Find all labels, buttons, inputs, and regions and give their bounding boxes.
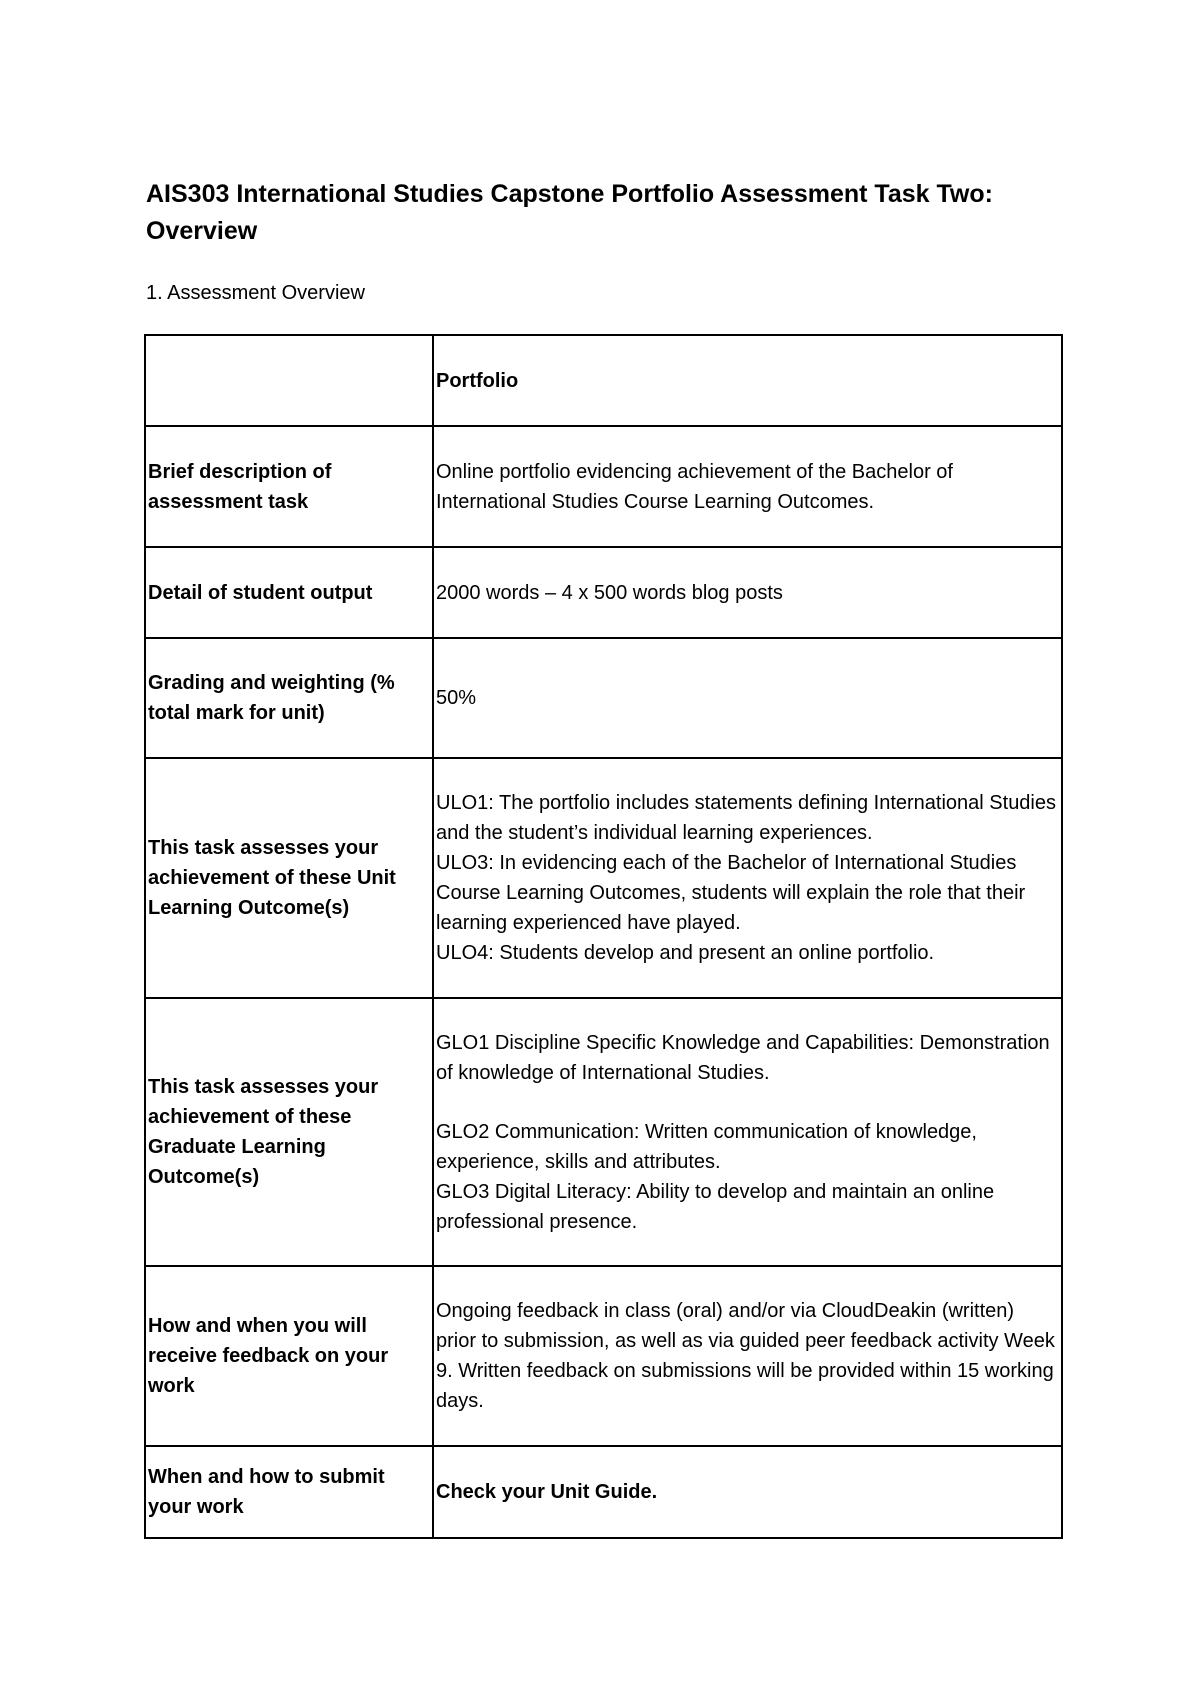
- row-value-glo: [433, 998, 1062, 1266]
- row-value-submission: Check your Unit Guide.: [433, 1446, 1062, 1538]
- row-label-submission: When and how to submit your work: [145, 1446, 433, 1538]
- header-value-cell: Portfolio: [433, 335, 1062, 426]
- paragraph-gap: [436, 1088, 1059, 1117]
- row-label-student-output: Detail of student output: [145, 547, 433, 638]
- document-title: AIS303 International Studies Capstone Portfolio Assessment Task Two: Overview: [146, 180, 993, 245]
- glo1-text: GLO1 Discipline Specific Knowledge and Capabilities: Demonstration of knowledge of International Studies.: [436, 1031, 1050, 1084]
- header-label-cell: [145, 335, 433, 426]
- section-heading: 1. Assessment Overview: [146, 282, 365, 304]
- row-value-weighting: 50%: [433, 638, 1062, 758]
- row-value-student-output: 2000 words – 4 x 500 words blog posts: [433, 547, 1062, 638]
- table-row-description: [145, 426, 1062, 547]
- ulo3-text: ULO3: In evidencing each of the Bachelor of International Studies Course Learning Outcomes, students will explain the role that their learning experienced have played.: [436, 852, 1026, 934]
- table-row-submission: [145, 1446, 1062, 1538]
- row-label-glo: This task assesses your achievement of these Graduate Learning Outcome(s): [145, 998, 433, 1266]
- ulo1-text: ULO1: The portfolio includes statements defining International Studies and the student’s individual learning experiences.: [436, 792, 1056, 844]
- row-value-description: Online portfolio evidencing achievement of the Bachelor of International Studies Course Learning Outcomes.: [433, 426, 1062, 547]
- row-value-ulo: [433, 758, 1062, 998]
- table-row-feedback: [145, 1266, 1062, 1446]
- table-row-weighting: [145, 638, 1062, 758]
- ulo4-text: ULO4: Students develop and present an online portfolio.: [436, 942, 935, 964]
- row-label-weighting: Grading and weighting (% total mark for unit): [145, 638, 433, 758]
- row-label-description: Brief description of assessment task: [145, 426, 433, 547]
- row-label-feedback: How and when you will receive feedback on your work: [145, 1266, 433, 1446]
- table-row-glo: [145, 998, 1062, 1266]
- glo3-text: GLO3 Digital Literacy: Ability to develop and maintain an online professional presence.: [436, 1180, 995, 1233]
- glo2-text: GLO2 Communication: Written communication of knowledge, experience, skills and attributes.: [436, 1120, 977, 1173]
- table-row-student-output: [145, 547, 1062, 638]
- assessment-overview-table: [144, 334, 1063, 1539]
- row-label-ulo: This task assesses your achievement of these Unit Learning Outcome(s): [145, 758, 433, 998]
- table-row-ulo: [145, 758, 1062, 998]
- row-value-feedback: Ongoing feedback in class (oral) and/or via CloudDeakin (written) prior to submission, as well as via guided peer feedback activity Week 9. Written feedback on submissions will be provided within 15 working days.: [433, 1266, 1062, 1446]
- table-row-header: [145, 335, 1062, 426]
